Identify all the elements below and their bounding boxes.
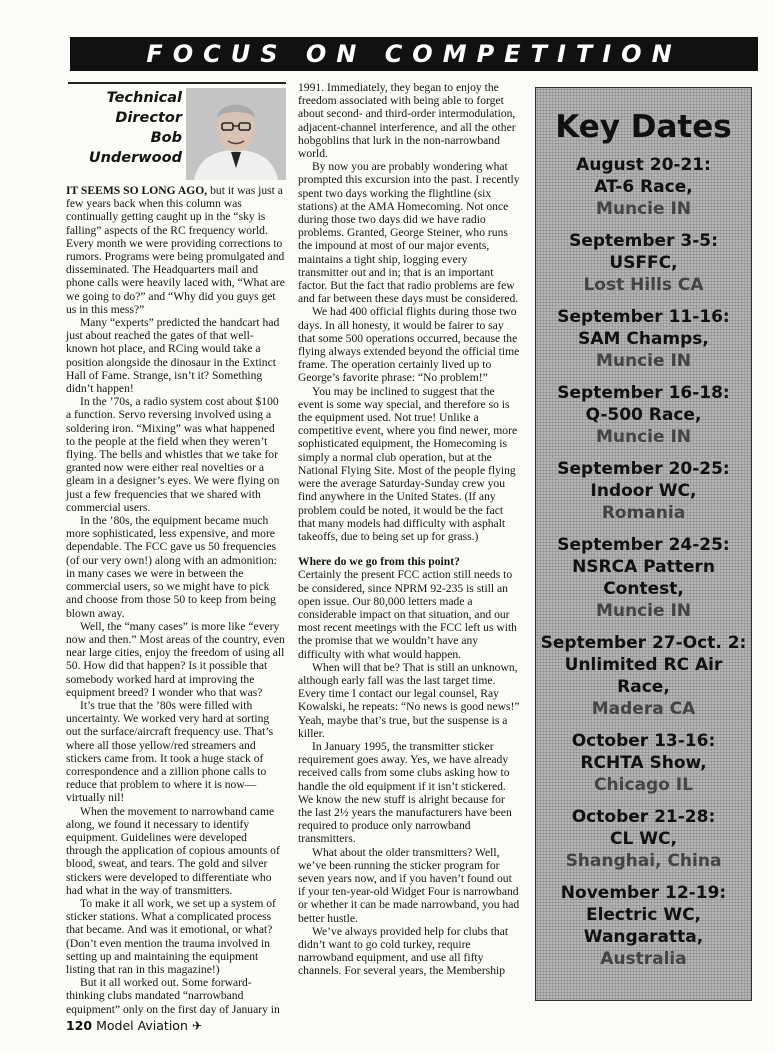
magazine-name: Model Aviation xyxy=(96,1018,188,1033)
event-location: Muncie IN xyxy=(595,199,692,219)
event-item xyxy=(536,806,751,872)
paragraph: We had 400 official flights during those two days. In all honesty, it would be fairer to say that some 500 operations occurred, because the flying always extended beyond the official time frame. The operation certainly lived up to George’s favorite phrase: “No problem!” xyxy=(298,305,520,385)
paragraph: When will that be? That is still an unknown, although early fall was the last target time. Every time I contact our legal counsel, Ray Kowalski, he repeats: “No news is good news!” Yeah, maybe that’s true, but the suspense is a killer. xyxy=(298,660,520,740)
event-dates: September 20-25: xyxy=(557,459,730,479)
author-photo xyxy=(186,88,286,180)
event-name: Electric WC, Wangaratta, xyxy=(583,905,704,947)
paragraph: You may be inclined to suggest that the event is some way special, and therefore so is the equipment used. Not true! Unlike a competitive event, where you find newer, more sophisticated equipment, the Homecoming is simply a normal club operation, but at the National Flying Site. Most of the people flying were the average Saturday-Sunday crew you find anywhere in the United States. (If any problem could be noted, it would be the fact that many models had difficulty with asphalt takeoffs, due to being set up for grass.) xyxy=(298,384,518,543)
event-name: AT-6 Race, xyxy=(594,177,693,197)
event-location: Madera CA xyxy=(591,699,696,719)
event-dates: September 27-Oct. 2: xyxy=(540,633,747,653)
event-name: Indoor WC, xyxy=(590,481,697,501)
paragraph-text: but it was just a few years back when this column was continually getting caught up in the “sky is falling” aspects of the RC frequency world. Every month we were providing corrections to rumors. Programs were being promulgated and disseminated. The Headquarters mail and phone calls were heavily laced with, “What are we going to do?” and “Why did you guys get us in this mess?” xyxy=(66,184,285,316)
event-item xyxy=(536,534,751,622)
event-dates: October 21-28: xyxy=(571,807,716,827)
subheading: Where do we go from this point? xyxy=(298,555,460,569)
event-dates: October 13-16: xyxy=(571,731,716,751)
paragraph: It’s true that the ’80s were filled with uncertainty. We worked very hard at sorting out the surface/aircraft frequency use. That’s where all those yellow/red streamers and stickers came from. It took a huge stack of correspondence and a zillion phone calls to reduce that problem to where it is now—virtually nil! xyxy=(66,698,274,805)
event-location: Chicago IL xyxy=(594,775,693,795)
event-name: CL WC, xyxy=(610,829,677,849)
event-location: Muncie IN xyxy=(595,351,692,371)
paragraph: In the ’80s, the equipment became much more sophisticated, less expensive, and more dependable. The FCC gave us 50 frequencies (of our very own!) along with an admonition: in many cases we were in between the commercial users, so we might have to pick and choose from those 50 to keep from being blown away. xyxy=(66,514,277,620)
event-name: NSRCA Pattern Contest, xyxy=(572,557,715,599)
event-item xyxy=(536,154,751,220)
paragraph: Many “experts” predicted the handcart had just about reached the gates of that well-known hot place, and RCing would take a position alongside the dinosaur in the Extinct Hall of Fame. Strange, isn’t it? Something didn’t happen! xyxy=(66,316,280,396)
article-column-1 xyxy=(66,184,285,1016)
event-location: Muncie IN xyxy=(595,601,692,621)
event-dates: September 24-25: xyxy=(557,535,730,555)
event-item xyxy=(536,306,751,372)
paragraph: In January 1995, the transmitter sticker requirement goes away. Yes, we have already received calls from some clubs asking how to handle the old equipment if it isn’t stickered. We know the new stuff is alright because for the last 2½ years the manufacturers have been required to produce only narrowband transmitters. xyxy=(298,739,512,846)
byline-line: Technical xyxy=(106,90,182,106)
event-name: USFFC, xyxy=(609,253,678,273)
header-rule xyxy=(68,82,286,84)
byline-line: Director xyxy=(115,110,182,126)
event-location: Australia xyxy=(600,949,687,969)
event-dates: September 3-5: xyxy=(569,231,718,251)
event-item xyxy=(536,882,751,970)
event-item xyxy=(536,458,751,524)
event-location: Shanghai, China xyxy=(565,851,722,871)
event-item xyxy=(536,730,751,796)
sidebar-title: Key Dates xyxy=(555,109,732,145)
event-name: Unlimited RC Air Race, xyxy=(564,655,723,697)
paragraph xyxy=(66,184,285,316)
page-footer xyxy=(66,1018,202,1033)
byline-line: Bob xyxy=(150,130,182,146)
event-dates: September 11-16: xyxy=(557,307,730,327)
paragraph: We’ve always provided help for clubs that didn’t want to go cold turkey, require narrowband equipment, and use all fifty channels. For several years, the Membership xyxy=(298,924,509,978)
event-item xyxy=(536,632,751,720)
event-name: SAM Champs, xyxy=(578,329,709,349)
paragraph: Certainly the present FCC action still needs to be considered, since NPRM 92-235 is still an open issue. Our 80,000 letters made a considerable impact on that situation, and our most recent meetings with the FCC left us with the promise that we wouldn’t have any difficulty with what would happen. xyxy=(298,568,517,661)
article-column-2 xyxy=(298,81,520,978)
paragraph: 1991. Immediately, they began to enjoy the freedom associated with being able to forget about second- and third-order intermodulation, adjacent-channel interference, and all the other hobgoblins that lurk in the non-narrowband world. xyxy=(298,81,516,161)
lead-in: IT SEEMS SO LONG AGO, xyxy=(66,184,208,197)
airplane-icon: ✈ xyxy=(191,1018,203,1033)
event-location: Lost Hills CA xyxy=(583,275,704,295)
event-dates: November 12-19: xyxy=(560,883,727,903)
byline-line: Underwood xyxy=(88,150,182,166)
event-location: Romania xyxy=(601,503,686,523)
event-name: Q-500 Race, xyxy=(585,405,702,425)
event-name: RCHTA Show, xyxy=(580,753,707,773)
director-byline xyxy=(68,88,182,168)
paragraph: But it all worked out. Some forward-thinking clubs mandated “narrowband equipment” only on the first day of January in xyxy=(66,976,280,1016)
event-location: Muncie IN xyxy=(595,427,692,447)
paragraph: To make it all work, we set up a system of sticker stations. What a complicated process that became. And was it emotional, or what? (Don’t even mention the trauma involved in setting up and maintaining the equipment listing that ran in this magazine!) xyxy=(66,896,276,976)
event-dates: August 20-21: xyxy=(576,155,711,175)
event-dates: September 16-18: xyxy=(557,383,730,403)
page-number: 120 xyxy=(66,1018,93,1033)
event-item xyxy=(536,230,751,296)
key-dates-sidebar xyxy=(535,87,752,1001)
section-banner: FOCUS ON COMPETITION xyxy=(70,37,758,71)
paragraph: What about the older transmitters? Well, we’ve been running the sticker program for seven years now, and if you haven’t found out if your ten-year-old Widget Four is narrowband or whether it can be made narrowband, you had better hustle. xyxy=(298,845,520,925)
event-item xyxy=(536,382,751,448)
paragraph: Well, the “many cases” is more like “every now and then.” Most areas of the country, even near large cities, enjoy the freedom of using all 50. How did that happen? Is it possible that somebody worked hard at improving the equipment breed? I wonder who that was? xyxy=(66,619,285,699)
paragraph: In the ’70s, a radio system cost about $100 a function. Servo reversing involved using a soldering iron. “Mixing” was what happened to the people at the field when they weren’t flying. The bells and whistles that we take for granted now were either real novelties or a gleam in a designer’s eyes. We were flying on just a few frequencies that we shared with commercial users. xyxy=(66,395,280,514)
paragraph: When the movement to narrowband came along, we found it necessary to identify equipment. Guidelines were developed through the application of copious amounts of blood, sweat, and tears. The gold and silver stickers were developed to differentiate who had what in the way of transmitters. xyxy=(66,804,280,897)
paragraph: By now you are probably wondering what prompted this excursion into the past. I recently spent two days working the flightline (six stations) at the AMA Homecoming. Not once during those two days did we have radio problems. Granted, George Steiner, who runs the impound at most of our major events, maintains a tight ship, logging every transmitter out and in; that is an important factor. But the fact that radio problems are few and far between these days must be considered. xyxy=(298,160,520,306)
